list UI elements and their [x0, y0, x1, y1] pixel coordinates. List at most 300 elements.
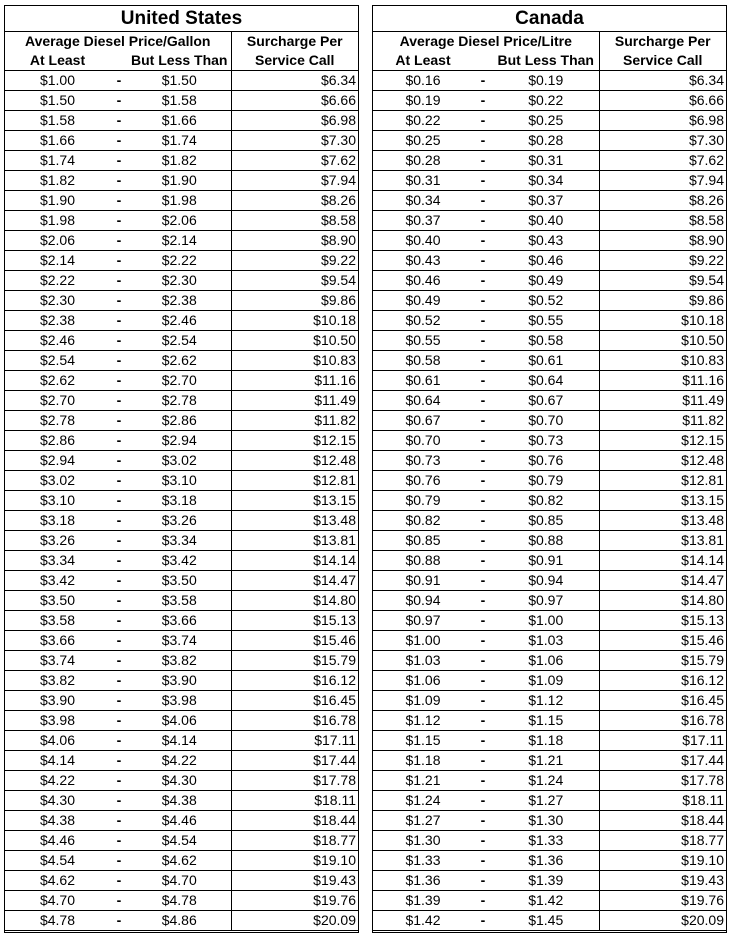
range-dash: - — [473, 431, 493, 451]
table-row — [5, 111, 358, 131]
price-less-than: $1.45 — [493, 911, 599, 931]
price-less-than: $0.25 — [493, 111, 599, 131]
surcharge-amount: $7.30 — [599, 131, 726, 151]
surcharge-amount: $15.13 — [599, 611, 726, 631]
price-at-least: $1.06 — [373, 671, 473, 691]
price-less-than: $0.97 — [493, 591, 599, 611]
price-at-least: $0.94 — [373, 591, 473, 611]
surcharge-amount: $15.79 — [231, 651, 358, 671]
price-at-least: $1.00 — [373, 631, 473, 651]
price-at-least: $0.34 — [373, 191, 473, 211]
price-at-least: $3.66 — [5, 631, 110, 651]
price-less-than: $2.78 — [128, 391, 231, 411]
range-dash: - — [473, 591, 493, 611]
ca-surcharge-table — [372, 5, 727, 933]
range-dash: - — [473, 491, 493, 511]
us-table-title: United States — [5, 6, 358, 32]
surcharge-amount: $11.82 — [599, 411, 726, 431]
surcharge-amount: $10.18 — [231, 311, 358, 331]
range-dash: - — [110, 911, 128, 931]
table-row — [373, 651, 726, 671]
table-row — [5, 71, 358, 91]
range-dash: - — [473, 391, 493, 411]
price-less-than: $1.00 — [493, 611, 599, 631]
table-row — [373, 451, 726, 471]
price-less-than: $0.70 — [493, 411, 599, 431]
price-less-than: $0.88 — [493, 531, 599, 551]
table-row — [5, 471, 358, 491]
price-at-least: $1.09 — [373, 691, 473, 711]
table-row — [5, 411, 358, 431]
table-row — [5, 611, 358, 631]
price-less-than: $1.39 — [493, 871, 599, 891]
price-less-than: $1.21 — [493, 751, 599, 771]
price-at-least: $4.14 — [5, 751, 110, 771]
range-dash: - — [110, 231, 128, 251]
price-at-least: $0.91 — [373, 571, 473, 591]
range-dash: - — [473, 691, 493, 711]
price-at-least: $3.26 — [5, 531, 110, 551]
price-at-least: $3.02 — [5, 471, 110, 491]
price-at-least: $1.98 — [5, 211, 110, 231]
price-at-least: $1.42 — [373, 911, 473, 931]
range-dash: - — [110, 471, 128, 491]
price-less-than: $3.66 — [128, 611, 231, 631]
table-row — [373, 211, 726, 231]
table-row — [373, 771, 726, 791]
table-row — [373, 251, 726, 271]
us-surcharge-table — [4, 5, 359, 933]
price-at-least: $2.86 — [5, 431, 110, 451]
price-less-than: $0.94 — [493, 571, 599, 591]
surcharge-amount: $15.46 — [231, 631, 358, 651]
price-at-least: $2.78 — [5, 411, 110, 431]
surcharge-amount: $19.76 — [599, 891, 726, 911]
table-row — [5, 351, 358, 371]
surcharge-amount: $13.48 — [231, 511, 358, 531]
range-dash: - — [473, 511, 493, 531]
surcharge-amount: $7.94 — [231, 171, 358, 191]
us-table-body — [5, 71, 358, 931]
range-dash: - — [473, 771, 493, 791]
price-at-least: $3.42 — [5, 571, 110, 591]
price-less-than: $1.36 — [493, 851, 599, 871]
table-row — [5, 851, 358, 871]
price-at-least: $2.62 — [5, 371, 110, 391]
surcharge-amount: $9.22 — [599, 251, 726, 271]
price-at-least: $1.27 — [373, 811, 473, 831]
range-dash: - — [110, 551, 128, 571]
range-dash: - — [110, 731, 128, 751]
surcharge-amount: $14.47 — [231, 571, 358, 591]
table-row — [5, 711, 358, 731]
price-less-than: $3.18 — [128, 491, 231, 511]
table-row — [373, 351, 726, 371]
price-less-than: $3.34 — [128, 531, 231, 551]
surcharge-amount: $9.54 — [599, 271, 726, 291]
range-dash: - — [110, 511, 128, 531]
price-at-least: $0.25 — [373, 131, 473, 151]
surcharge-amount: $17.78 — [231, 771, 358, 791]
surcharge-amount: $18.44 — [599, 811, 726, 831]
surcharge-amount: $19.10 — [231, 851, 358, 871]
surcharge-amount: $9.86 — [231, 291, 358, 311]
us-service-call-header: Service Call — [231, 51, 358, 71]
range-dash: - — [473, 871, 493, 891]
price-at-least: $2.70 — [5, 391, 110, 411]
price-less-than: $1.42 — [493, 891, 599, 911]
range-dash: - — [110, 191, 128, 211]
range-dash: - — [473, 151, 493, 171]
price-less-than: $0.85 — [493, 511, 599, 531]
surcharge-amount: $14.14 — [231, 551, 358, 571]
table-row — [5, 211, 358, 231]
price-less-than: $0.34 — [493, 171, 599, 191]
surcharge-amount: $12.48 — [599, 451, 726, 471]
range-dash: - — [473, 171, 493, 191]
price-at-least: $4.38 — [5, 811, 110, 831]
surcharge-amount: $14.80 — [231, 591, 358, 611]
range-dash: - — [473, 671, 493, 691]
table-row — [5, 751, 358, 771]
range-dash: - — [473, 731, 493, 751]
surcharge-amount: $10.83 — [599, 351, 726, 371]
price-less-than: $4.54 — [128, 831, 231, 851]
range-dash: - — [110, 851, 128, 871]
range-dash: - — [473, 571, 493, 591]
range-dash: - — [110, 571, 128, 591]
range-dash: - — [110, 291, 128, 311]
price-at-least: $3.74 — [5, 651, 110, 671]
price-at-least: $0.88 — [373, 551, 473, 571]
table-row — [5, 231, 358, 251]
price-at-least: $1.03 — [373, 651, 473, 671]
price-less-than: $4.22 — [128, 751, 231, 771]
table-row — [373, 791, 726, 811]
price-less-than: $0.31 — [493, 151, 599, 171]
table-row — [5, 331, 358, 351]
table-row — [5, 891, 358, 911]
ca-table-body — [373, 71, 726, 931]
us-less-than-header: But Less Than — [128, 51, 231, 71]
surcharge-amount: $16.78 — [231, 711, 358, 731]
table-row — [373, 431, 726, 451]
price-at-least: $1.50 — [5, 91, 110, 111]
price-less-than: $1.33 — [493, 831, 599, 851]
price-less-than: $0.82 — [493, 491, 599, 511]
price-at-least: $2.46 — [5, 331, 110, 351]
price-at-least: $0.70 — [373, 431, 473, 451]
table-row — [373, 131, 726, 151]
table-row — [5, 691, 358, 711]
surcharge-amount: $10.18 — [599, 311, 726, 331]
table-row — [5, 491, 358, 511]
range-dash: - — [110, 491, 128, 511]
surcharge-amount: $20.09 — [599, 911, 726, 931]
price-at-least: $2.30 — [5, 291, 110, 311]
price-at-least: $0.55 — [373, 331, 473, 351]
price-less-than: $1.74 — [128, 131, 231, 151]
range-dash: - — [110, 531, 128, 551]
range-dash: - — [110, 211, 128, 231]
surcharge-amount: $16.12 — [231, 671, 358, 691]
surcharge-amount: $13.81 — [231, 531, 358, 551]
price-at-least: $1.12 — [373, 711, 473, 731]
range-dash: - — [473, 91, 493, 111]
range-dash: - — [473, 271, 493, 291]
surcharge-amount: $18.77 — [599, 831, 726, 851]
price-at-least: $3.82 — [5, 671, 110, 691]
surcharge-amount: $14.80 — [599, 591, 726, 611]
price-at-least: $0.16 — [373, 71, 473, 91]
table-row — [5, 271, 358, 291]
surcharge-amount: $20.09 — [231, 911, 358, 931]
price-less-than: $4.78 — [128, 891, 231, 911]
price-less-than: $4.38 — [128, 791, 231, 811]
table-row — [373, 411, 726, 431]
surcharge-amount: $8.58 — [599, 211, 726, 231]
price-less-than: $1.15 — [493, 711, 599, 731]
surcharge-amount: $11.49 — [231, 391, 358, 411]
surcharge-amount: $16.45 — [599, 691, 726, 711]
price-at-least: $1.82 — [5, 171, 110, 191]
price-at-least: $0.79 — [373, 491, 473, 511]
range-dash: - — [110, 871, 128, 891]
price-at-least: $1.39 — [373, 891, 473, 911]
surcharge-amount: $9.54 — [231, 271, 358, 291]
price-less-than: $4.62 — [128, 851, 231, 871]
table-row — [373, 191, 726, 211]
price-less-than: $3.02 — [128, 451, 231, 471]
price-at-least: $1.58 — [5, 111, 110, 131]
range-dash: - — [110, 351, 128, 371]
table-row — [373, 751, 726, 771]
price-at-least: $1.30 — [373, 831, 473, 851]
range-dash: - — [473, 851, 493, 871]
table-row — [373, 151, 726, 171]
table-row — [373, 871, 726, 891]
surcharge-amount: $14.14 — [599, 551, 726, 571]
table-row — [5, 291, 358, 311]
surcharge-amount: $7.94 — [599, 171, 726, 191]
surcharge-amount: $14.47 — [599, 571, 726, 591]
table-row — [373, 531, 726, 551]
price-at-least: $0.46 — [373, 271, 473, 291]
range-dash: - — [110, 451, 128, 471]
price-less-than: $1.09 — [493, 671, 599, 691]
table-row — [373, 851, 726, 871]
surcharge-amount: $16.45 — [231, 691, 358, 711]
table-row — [373, 311, 726, 331]
surcharge-amount: $12.81 — [231, 471, 358, 491]
price-less-than: $2.14 — [128, 231, 231, 251]
table-row — [5, 151, 358, 171]
surcharge-amount: $9.86 — [599, 291, 726, 311]
range-dash: - — [473, 411, 493, 431]
range-dash: - — [473, 71, 493, 91]
price-at-least: $4.78 — [5, 911, 110, 931]
surcharge-amount: $12.15 — [599, 431, 726, 451]
price-at-least: $0.67 — [373, 411, 473, 431]
range-dash: - — [473, 131, 493, 151]
range-dash: - — [110, 831, 128, 851]
price-less-than: $2.30 — [128, 271, 231, 291]
price-less-than: $1.90 — [128, 171, 231, 191]
price-less-than: $2.46 — [128, 311, 231, 331]
table-row — [373, 71, 726, 91]
price-at-least: $0.85 — [373, 531, 473, 551]
surcharge-amount: $10.50 — [231, 331, 358, 351]
price-at-least: $1.90 — [5, 191, 110, 211]
table-row — [373, 171, 726, 191]
price-less-than: $2.62 — [128, 351, 231, 371]
price-less-than: $0.37 — [493, 191, 599, 211]
surcharge-amount: $12.15 — [231, 431, 358, 451]
price-less-than: $0.64 — [493, 371, 599, 391]
price-at-least: $1.00 — [5, 71, 110, 91]
range-dash: - — [110, 591, 128, 611]
table-row — [5, 91, 358, 111]
price-less-than: $3.90 — [128, 671, 231, 691]
ca-price-header: Average Diesel Price/Litre — [373, 32, 599, 52]
price-at-least: $3.18 — [5, 511, 110, 531]
surcharge-amount: $18.11 — [231, 791, 358, 811]
range-dash: - — [110, 151, 128, 171]
price-at-least: $0.28 — [373, 151, 473, 171]
price-at-least: $4.06 — [5, 731, 110, 751]
table-row — [5, 131, 358, 151]
range-dash: - — [110, 891, 128, 911]
table-row — [5, 191, 358, 211]
table-row — [5, 731, 358, 751]
price-at-least: $0.64 — [373, 391, 473, 411]
table-row — [5, 371, 358, 391]
price-less-than: $2.22 — [128, 251, 231, 271]
table-row — [5, 651, 358, 671]
surcharge-amount: $15.79 — [599, 651, 726, 671]
surcharge-amount: $13.15 — [599, 491, 726, 511]
price-at-least: $3.58 — [5, 611, 110, 631]
table-row — [5, 511, 358, 531]
table-row — [373, 371, 726, 391]
surcharge-amount: $16.78 — [599, 711, 726, 731]
price-less-than: $3.74 — [128, 631, 231, 651]
range-dash: - — [473, 811, 493, 831]
range-dash: - — [473, 711, 493, 731]
us-surcharge-header: Surcharge Per — [246, 33, 343, 49]
table-row — [373, 891, 726, 911]
range-dash: - — [473, 211, 493, 231]
price-less-than: $0.79 — [493, 471, 599, 491]
price-at-least: $0.40 — [373, 231, 473, 251]
price-less-than: $4.30 — [128, 771, 231, 791]
price-less-than: $4.06 — [128, 711, 231, 731]
ca-less-than-header: But Less Than — [493, 51, 599, 71]
table-row — [373, 831, 726, 851]
surcharge-amount: $11.16 — [599, 371, 726, 391]
price-at-least: $0.49 — [373, 291, 473, 311]
surcharge-amount: $13.48 — [599, 511, 726, 531]
price-less-than: $0.91 — [493, 551, 599, 571]
table-row — [373, 291, 726, 311]
range-dash: - — [473, 911, 493, 931]
table-row — [5, 791, 358, 811]
price-less-than: $1.18 — [493, 731, 599, 751]
surcharge-amount: $11.82 — [231, 411, 358, 431]
price-less-than: $1.50 — [128, 71, 231, 91]
price-less-than: $0.67 — [493, 391, 599, 411]
price-at-least: $1.33 — [373, 851, 473, 871]
table-row — [373, 711, 726, 731]
range-dash: - — [473, 611, 493, 631]
price-at-least: $0.58 — [373, 351, 473, 371]
price-at-least: $4.46 — [5, 831, 110, 851]
price-at-least: $0.73 — [373, 451, 473, 471]
table-row — [5, 671, 358, 691]
surcharge-amount: $8.90 — [231, 231, 358, 251]
range-dash: - — [110, 391, 128, 411]
range-dash: - — [110, 771, 128, 791]
table-row — [5, 311, 358, 331]
price-less-than: $3.26 — [128, 511, 231, 531]
surcharge-amount: $19.43 — [599, 871, 726, 891]
price-less-than: $0.52 — [493, 291, 599, 311]
range-dash: - — [110, 691, 128, 711]
range-dash: - — [473, 191, 493, 211]
range-dash: - — [110, 371, 128, 391]
price-less-than: $1.24 — [493, 771, 599, 791]
price-less-than: $2.70 — [128, 371, 231, 391]
us-price-header: Average Diesel Price/Gallon — [5, 32, 231, 52]
price-at-least: $2.38 — [5, 311, 110, 331]
range-dash: - — [473, 471, 493, 491]
price-less-than: $1.66 — [128, 111, 231, 131]
price-at-least: $1.24 — [373, 791, 473, 811]
surcharge-amount: $6.66 — [599, 91, 726, 111]
range-dash: - — [473, 631, 493, 651]
surcharge-amount: $19.43 — [231, 871, 358, 891]
range-dash: - — [110, 631, 128, 651]
table-row — [5, 431, 358, 451]
surcharge-amount: $16.12 — [599, 671, 726, 691]
range-dash: - — [110, 611, 128, 631]
price-less-than: $0.55 — [493, 311, 599, 331]
table-row — [373, 111, 726, 131]
table-row — [373, 731, 726, 751]
price-less-than: $3.50 — [128, 571, 231, 591]
price-at-least: $4.22 — [5, 771, 110, 791]
surcharge-amount: $9.22 — [231, 251, 358, 271]
range-dash: - — [110, 811, 128, 831]
table-row — [5, 531, 358, 551]
range-dash: - — [473, 231, 493, 251]
table-row — [5, 171, 358, 191]
us-at-least-header: At Least — [5, 51, 110, 71]
table-row — [373, 511, 726, 531]
range-dash: - — [110, 751, 128, 771]
surcharge-amount: $8.58 — [231, 211, 358, 231]
table-row — [373, 331, 726, 351]
surcharge-amount: $17.78 — [599, 771, 726, 791]
table-row — [373, 391, 726, 411]
price-at-least: $1.15 — [373, 731, 473, 751]
price-less-than: $4.70 — [128, 871, 231, 891]
price-less-than: $3.10 — [128, 471, 231, 491]
price-less-than: $1.27 — [493, 791, 599, 811]
range-dash: - — [473, 751, 493, 771]
price-less-than: $3.42 — [128, 551, 231, 571]
price-less-than: $2.06 — [128, 211, 231, 231]
